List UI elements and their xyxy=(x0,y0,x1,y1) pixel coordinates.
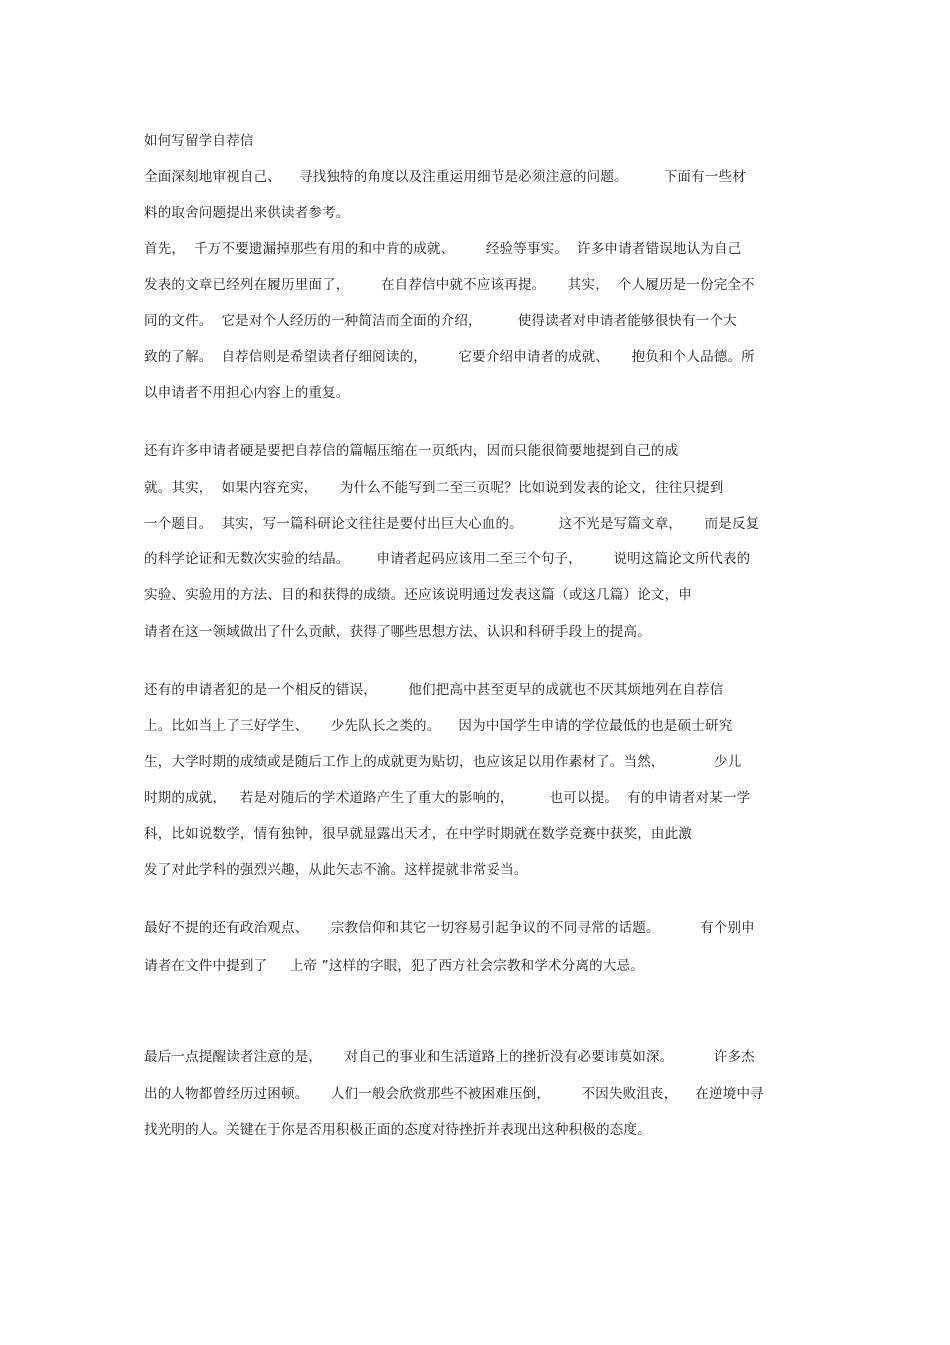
paragraph-line: 料的取舍问题提出来供读者参考。 xyxy=(144,205,350,221)
paragraph-line: 请者在文件中提到了 上帝 ”这样的字眼，犯了西方社会宗教和学术分离的大忌。 xyxy=(144,958,644,974)
paragraph-line: 首先， 千万不要遗漏掉那些有用的和中肯的成就、 经验等事实。 许多申请者错误地认为自己 xyxy=(144,241,742,257)
paragraph-line: 最好不提的还有政治观点、 宗教信仰和其它一切容易引起争议的不同寻常的话题。 有个别申 xyxy=(144,920,755,936)
paragraph-line: 的科学论证和无数次实验的结晶。 申请者起码应该用二至三个句子， 说明这篇论文所代表的 xyxy=(144,551,751,567)
paragraph-line: 时期的成就， 若是对随后的学术道路产生了重大的影响的， 也可以提。 有的申请者对某一学 xyxy=(144,790,751,806)
paragraph-line: 还有许多申请者硬是要把自荐信的篇幅压缩在一页纸内，因而只能很简要地提到自己的成 xyxy=(144,443,679,459)
paragraph-line: 发了对此学科的强烈兴趣，从此矢志不渝。这样提就非常妥当。 xyxy=(144,862,528,878)
paragraph-line: 全面深刻地审视自己、 寻找独特的角度以及注重运用细节是必须注意的问题。 下面有一些材 xyxy=(144,169,746,185)
paragraph-line: 出的人物都曾经历过困顿。 人们一般会欣赏那些不被困难压倒， 不因失败沮丧， 在逆境中寻 xyxy=(144,1086,764,1102)
paragraph-line: 实验、实验用的方法、目的和获得的成绩。还应该说明通过发表这篇（或这几篇）论文，申 xyxy=(144,587,692,603)
paragraph-line: 上。比如当上了三好学生、 少先队长之类的。 因为中国学生申请的学位最低的也是硕士研究 xyxy=(144,718,733,734)
paragraph-line: 生，大学时期的成绩或是随后工作上的成就更为贴切，也应该足以用作素材了。当然， 少儿 xyxy=(144,754,742,770)
paragraph-line: 请者在这一领域做出了什么贡献，获得了哪些思想方法、认识和科研手段上的提高。 xyxy=(144,624,651,640)
paragraph-line: 科，比如说数学，情有独钟，很早就显露出天才，在中学时期就在数学竞赛中获奖，由此激 xyxy=(144,826,692,842)
paragraph-line: 一个题目。 其实，写一篇科研论文往往是要付出巨大心血的。 这不光是写篇文章， 而是反复 xyxy=(144,516,760,532)
paragraph-line: 致的了解。 自荐信则是希望读者仔细阅读的， 它要介绍申请者的成就、 抱负和个人品德。所 xyxy=(144,349,755,365)
paragraph-line: 以申请者不用担心内容上的重复。 xyxy=(144,385,350,401)
paragraph-line: 找光明的人。关键在于你是否用积极正面的态度对待挫折并表现出这种积极的态度。 xyxy=(144,1122,651,1138)
document-title: 如何写留学自荐信 xyxy=(144,133,254,149)
paragraph-line: 发表的文章已经列在履历里面了， 在自荐信中就不应该再提。 其实， 个人履历是一份完全不 xyxy=(144,277,755,293)
paragraph-line: 还有的申请者犯的是一个相反的错误， 他们把高中甚至更早的成就也不厌其烦地列在自荐信 xyxy=(144,682,724,698)
paragraph-line: 就。其实， 如果内容充实， 为什么不能写到二至三页呢？比如说到发表的论文，往往只提到 xyxy=(144,480,724,496)
paragraph-line: 同的文件。 它是对个人经历的一种简洁而全面的介绍， 使得读者对申请者能够很快有一个大 xyxy=(144,313,737,329)
paragraph-line: 最后一点提醒读者注意的是， 对自己的事业和生活道路上的挫折没有必要讳莫如深。 许多杰 xyxy=(144,1049,755,1065)
